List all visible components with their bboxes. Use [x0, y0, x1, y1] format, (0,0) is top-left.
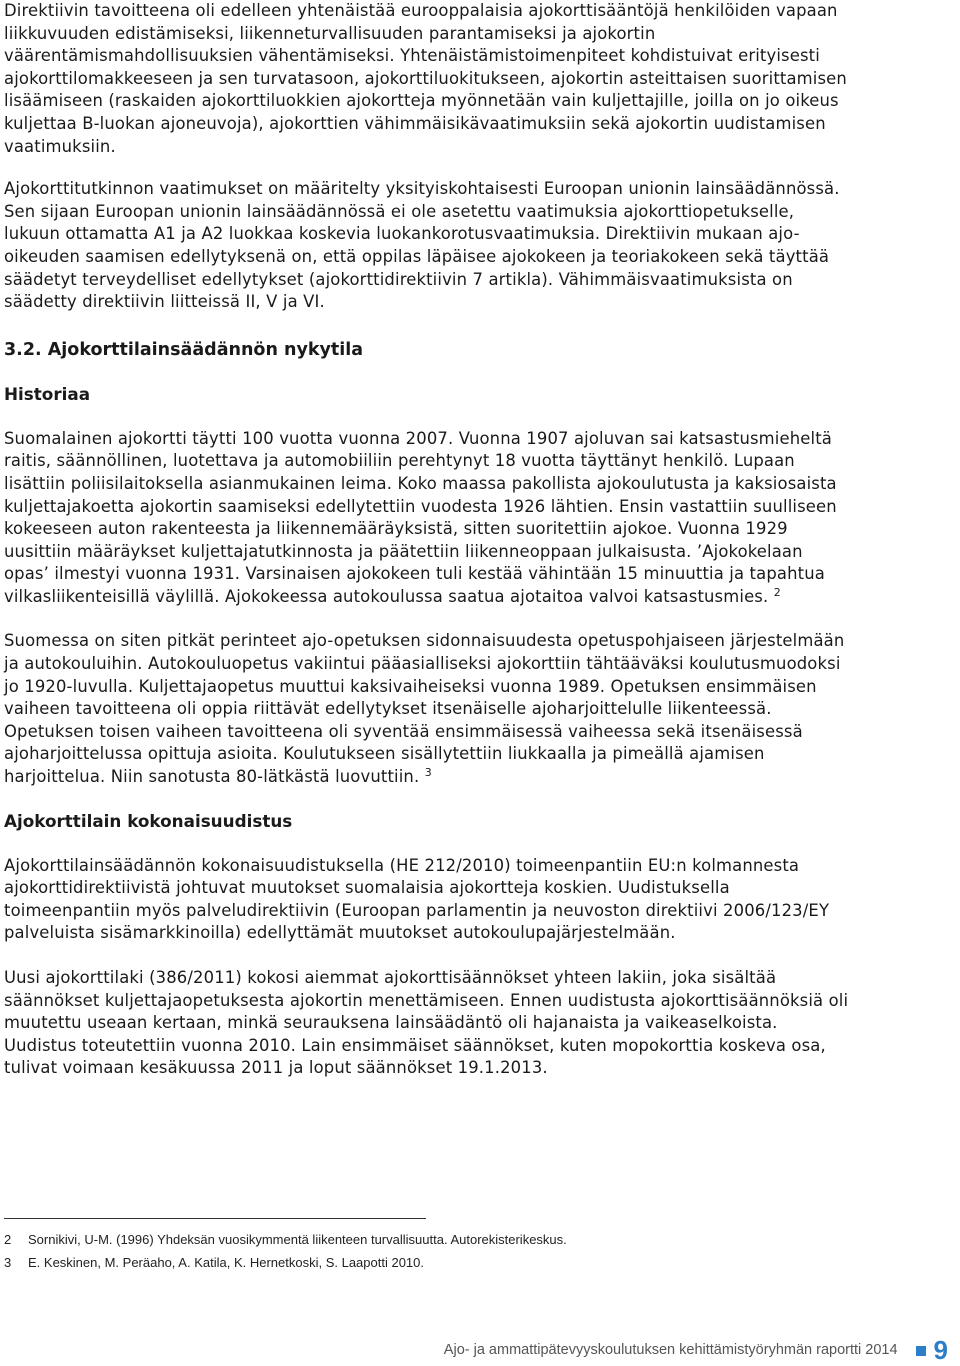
document-body [4, 0, 850, 1080]
paragraph-history-text: Suomalainen ajokortti täytti 100 vuotta vuonna 2007. Vuonna 1907 ajoluvan sai katsastusmieheltä raitis, säännöllinen, luotettava ja automobiiliin perehtynyt 18 vuotta täyttänyt henkilö. Lupaan lisättiin poliisilaitoksella asianmukainen leima. Koko maassa pakollista ajokoulutusta ja kaksiosaista kuljettajakoetta ajokortin saamiseksi edellytettiin vuodesta 1926 lähtien. Ensin vastattiin suulliseen kokeeseen auton rakenteesta ja liikennemääräyksistä, sitten suoritettiin ajokoe. Vuonna 1929 uusittiin määräykset kuljettajatutkinnosta ja päätettiin liikenneoppaan julkaisusta. ’Ajokokelaan opas’ ilmestyi vuonna 1931. Varsinaisen ajokokeen tuli kestää vähintään 15 minuuttia ja tapahtua vilkasliikenteisillä väylillä. Ajokokeessa autokoulussa saatua ajotaitoa valvoi katsastusmies. [4, 428, 837, 606]
footnote-ref-3[interactable]: 3 [424, 766, 432, 780]
paragraph-exam-requirements: Ajokorttitutkinnon vaatimukset on määritelty yksityiskohtaisesti Euroopan unionin lainsäädännössä. Sen sijaan Euroopan unionin lainsäädännössä ei ole asetettu vaatimuksia ajokorttiopetukselle, lukuun ottamatta A1 ja A2 luokkaa koskevia luokankorotusvaatimuksia. Direktiivin mukaan ajo-oikeuden saamisen edellytyksenä on, että oppilas läpäisee ajokokeen ja teoriakokeen sekä täyttää säädetyt terveydelliset edellytykset (ajokorttidirektiivin 7 artikla). Vähimmäisvaatimuksista on säädetty direktiivin liitteissä II, V ja VI. [4, 179, 840, 312]
square-bullet-icon [916, 1346, 926, 1356]
footnote-ref-2[interactable]: 2 [773, 585, 781, 599]
footnote-text: Sornikivi, U-M. (1996) Yhdeksän vuosikymmentä liikenteen turvallisuutta. Autorekisterikeskus. [28, 1232, 567, 1247]
section-number: 3.2. [4, 339, 42, 360]
paragraph-reform: Ajokorttilainsäädännön kokonaisuudistuksella (HE 212/2010) toimeenpantiin EU:n kolmannesta ajokorttidirektiivistä johtuvat muutokset suomalaisia ajokortteja koskien. Uudistuksella toimeenpantiin myös palveludirektiivin (Euroopan parlamentin ja neuvoston direktiivi 2006/123/EY palveluista sisämarkkinoilla) edellyttämät muutokset autokoulupajärjestelmään. [4, 855, 830, 943]
paragraph-tradition [4, 630, 850, 788]
section-heading [4, 338, 850, 362]
footnote-text: E. Keskinen, M. Peräaho, A. Katila, K. Hernetkoski, S. Laapotti 2010. [28, 1255, 424, 1270]
paragraph-tradition-text: Suomessa on siten pitkät perinteet ajo-opetuksen sidonnaisuudesta opetuspohjaiseen järjestelmään ja autokouluihin. Autokouluopetus vakiintui pääasialliseksi ajokorttiin tähtääväksi koulutusmuodoksi jo 1920-luvulla. Kuljettajaopetus muuttui kaksivaiheiseksi vuonna 1989. Opetuksen ensimmäisen vaiheen tavoitteena oli oppia riittävät edellytykset itsenäiselle ajoharjoittelulle liikenteessä. Opetuksen toisen vaiheen tavoitteena oli syventää ensimmäisessä vaiheessa sekä itsenäisessä ajoharjoittelussa opittuja asioita. Koulutukseen sisällytettiin liukkaalla ja pimeällä ajamisen harjoittelua. Niin sanotusta 80-lätkästä luovuttiin. [4, 631, 845, 787]
subheading-history: Historiaa [4, 383, 91, 404]
paragraph-directive-goals: Direktiivin tavoitteena oli edelleen yhtenäistää eurooppalaisia ajokorttisääntöjä henkilöiden vapaan liikkuvuuden edistämiseksi, liikenneturvallisuuden parantamiseksi ja ajokortin väärentämismahdollisuuksien vähentämiseksi. Yhtenäistämistoimenpiteet kohdistuivat erityisesti ajokorttilomakkeeseen ja sen turvatasoon, ajokorttiluokitukseen, ajokortin asteittaisen suorittamisen lisäämiseen (raskaiden ajokorttiluokkien ajokortteja myönnetään vain kuljettajille, joilla on jo oikeus kuljettaa B-luokan ajoneuvoja), ajokorttien vähimmäisikävaatimuksiin sekä ajokortin uudistamisen vaatimuksiin. [4, 1, 847, 156]
paragraph-new-law: Uusi ajokorttilaki (386/2011) kokosi aiemmat ajokorttisäännökset yhteen lakiin, joka sisältää säännökset kuljettajaopetuksesta ajokortin menettämiseen. Ennen uudistusta ajokorttisäännöksiä oli muutettu useaan kertaan, minkä seurauksena lainsäädäntö oli hajanaista ja vaikeaselkoista. Uudistus toteutettiin vuonna 2010. Lain ensimmäiset säännökset, kuten mopokorttia koskeva osa, tulivat voimaan kesäkuussa 2011 ja loput säännökset 19.1.2013. [4, 968, 849, 1078]
section-title: Ajokorttilainsäädännön nykytila [47, 339, 364, 360]
footnote-number: 3 [4, 1255, 12, 1270]
footer-report-title: Ajo- ja ammattipätevyyskoulutuksen kehittämistyöryhmän raportti 2014 [443, 1342, 898, 1358]
page-footer [444, 1334, 948, 1366]
paragraph-history [4, 428, 850, 609]
subheading-reform: Ajokorttilain kokonaisuudistus [4, 810, 293, 831]
footnote-item [4, 1251, 904, 1274]
footnote-divider [4, 1218, 426, 1219]
footnotes [4, 1228, 904, 1274]
footnote-number: 2 [4, 1232, 12, 1247]
page-number: 9 [933, 1334, 948, 1365]
footnote-item [4, 1228, 904, 1251]
